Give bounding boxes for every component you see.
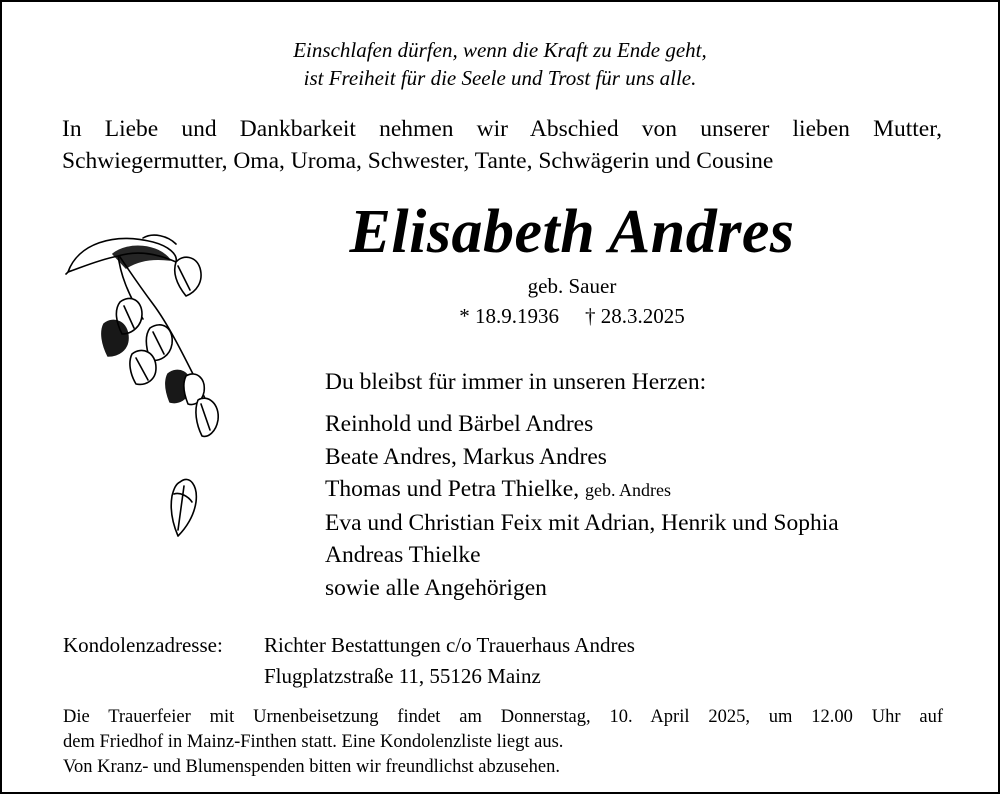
family-line <box>325 572 839 605</box>
intro-line-2: Schwiegermutter, Oma, Uroma, Schwester, Tante, Schwägerin und Cousine <box>62 148 774 174</box>
birth-date: * 18.9.1936 <box>459 304 559 328</box>
condolence-address-line-2: Flugplatzstraße 11, 55126 Mainz <box>264 664 541 688</box>
family-text: Eva und Christian Feix mit Adrian, Henrik und Sophia <box>325 509 839 536</box>
notice-line-2: dem Friedhof in Mainz-Finthen statt. Eine Kondolenzliste liegt aus. <box>63 732 564 752</box>
intro-text <box>62 113 942 177</box>
family-text: Andreas Thielke <box>325 542 481 568</box>
condolence-address-line-1: Richter Bestattungen c/o Trauerhaus Andres <box>264 633 635 657</box>
family-list <box>325 408 839 604</box>
condolence-label: Kondolenzadresse: <box>63 633 223 657</box>
poem <box>2 36 998 92</box>
family-text: Beate Andres, Markus Andres <box>325 443 607 470</box>
poem-line-2: ist Freiheit für die Seele und Trost für uns alle. <box>303 66 697 90</box>
life-dates <box>2 302 1000 330</box>
family-note: geb. Andres <box>584 480 671 500</box>
family-line <box>325 507 839 540</box>
family-text: sowie alle Angehörigen <box>325 574 547 601</box>
family-line <box>325 539 839 572</box>
family-line <box>325 473 839 507</box>
family-text: Thomas und Petra Thielke, <box>325 476 580 502</box>
motto: Du bleibst für immer in unseren Herzen: <box>325 369 707 395</box>
maiden-name: geb. Sauer <box>527 274 617 298</box>
deceased-name: Elisabeth Andres <box>349 198 795 266</box>
notice-line-3: Von Kranz- und Blumenspenden bitten wir freundlichst abzusehen. <box>63 757 560 777</box>
notice-line-1: Die Trauerfeier mit Urnenbeisetzung findet am Donnerstag, 10. April 2025, um 12.00 Uhr auf <box>63 707 943 727</box>
funeral-notice <box>63 705 943 780</box>
family-line <box>325 408 839 441</box>
poem-line-1: Einschlafen dürfen, wenn die Kraft zu Ende geht, <box>293 38 707 62</box>
death-date: † 28.3.2025 <box>585 304 685 328</box>
family-text: Reinhold und Bärbel Andres <box>325 411 594 437</box>
intro-line-1: In Liebe und Dankbarkeit nehmen wir Abschied von unserer lieben Mutter, <box>62 116 942 142</box>
family-line <box>325 441 839 474</box>
